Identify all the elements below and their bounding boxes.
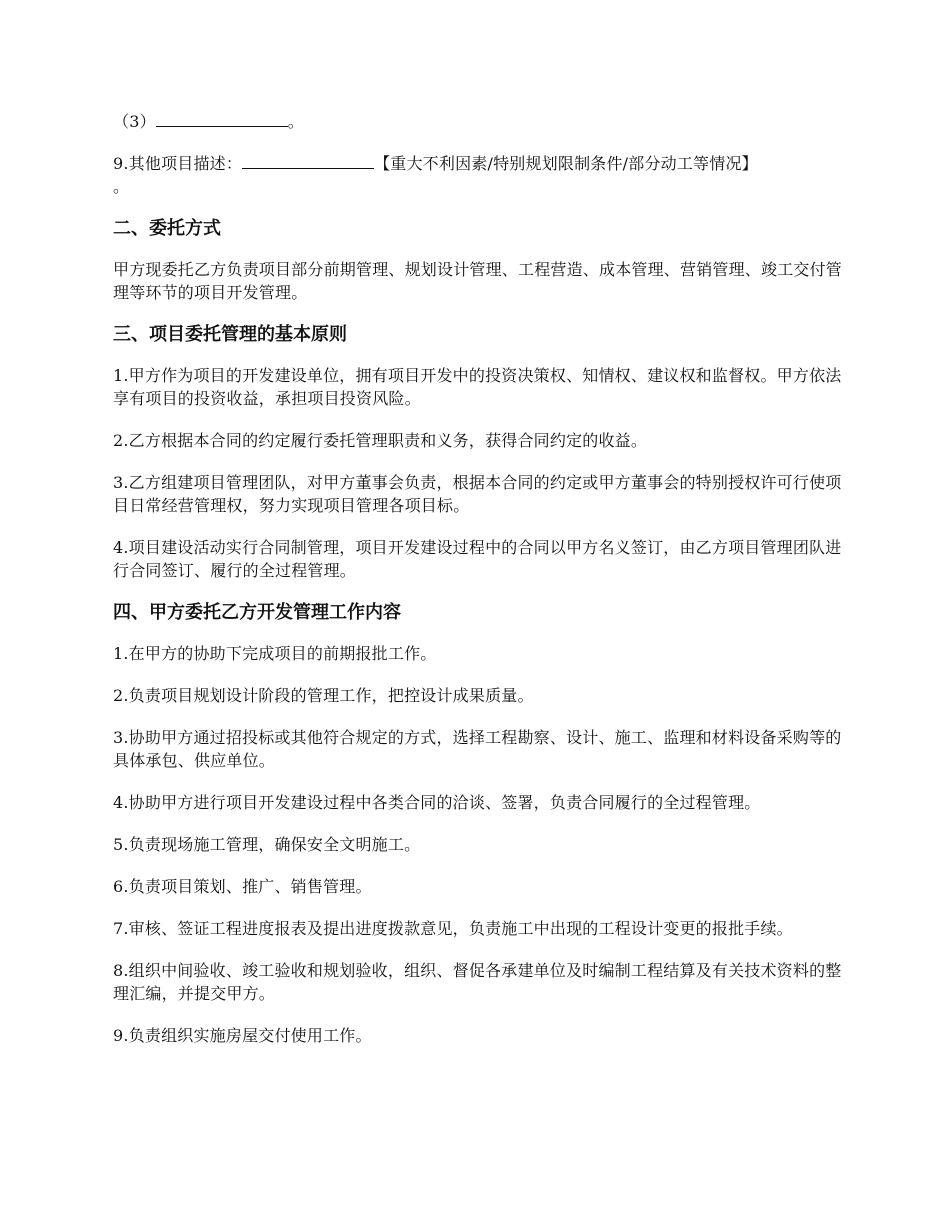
item-9-prefix: 9.其他项目描述： <box>113 154 243 173</box>
paragraph: 9.负责组织实施房屋交付使用工作。 <box>113 1026 372 1045</box>
section-heading-4: 四、甲方委托乙方开发管理工作内容 <box>113 602 401 623</box>
paragraph: 甲方现委托乙方负责项目部分前期管理、规划设计管理、工程营造、成本管理、营销管理、竣工交付管理等环节的项目开发管理。 <box>113 260 843 302</box>
paragraph: 1.甲方作为项目的开发建设单位，拥有项目开发中的投资决策权、知情权、建议权和监督权。甲方依法享有项目的投资收益，承担项目投资风险。 <box>113 366 842 408</box>
item-3-suffix: 。 <box>287 112 304 131</box>
fill-in-blank[interactable] <box>156 112 288 127</box>
paragraph: 6.负责项目策划、推广、销售管理。 <box>113 877 372 896</box>
item-9-tail: 。 <box>113 177 130 196</box>
item-9-line <box>113 152 843 198</box>
paragraph: 8.组织中间验收、竣工验收和规划验收，组织、督促各承建单位及时编制工程结算及有关技术资料的整理汇编，并提交甲方。 <box>113 961 842 1003</box>
paragraph: 2.乙方根据本合同的约定履行委托管理职责和义务，获得合同约定的收益。 <box>113 431 648 450</box>
paragraph: 7.审核、签证工程进度报表及提出进度拨款意见，负责施工中出现的工程设计变更的报批手续。 <box>113 919 793 938</box>
item-9-suffix: 【重大不利因素/特别规划限制条件/部分动工等情况】 <box>374 154 758 173</box>
paragraph: 5.负责现场施工管理，确保安全文明施工。 <box>113 835 421 854</box>
section-heading-2: 二、委托方式 <box>113 218 221 239</box>
paragraph: 1.在甲方的协助下完成项目的前期报批工作。 <box>113 644 437 663</box>
item-3-line <box>113 110 843 133</box>
paragraph: 3.乙方组建项目管理团队，对甲方董事会负责，根据本合同的约定或甲方董事会的特别授权许可行使项目日常经营管理权，努力实现项目管理各项目标。 <box>113 473 842 515</box>
section-heading-3: 三、项目委托管理的基本原则 <box>113 324 347 345</box>
paragraph: 4.项目建设活动实行合同制管理，项目开发建设过程中的合同以甲方名义签订，由乙方项目管理团队进行合同签订、履行的全过程管理。 <box>113 538 842 580</box>
paragraph: 2.负责项目规划设计阶段的管理工作，把控设计成果质量。 <box>113 686 534 705</box>
document-page <box>113 110 843 1066</box>
fill-in-blank[interactable] <box>242 154 374 169</box>
paragraph: 3.协助甲方通过招投标或其他符合规定的方式，选择工程勘察、设计、施工、监理和材料设备采购等的具体承包、供应单位。 <box>113 728 842 770</box>
item-3-prefix: （3） <box>113 112 156 131</box>
paragraph: 4.协助甲方进行项目开发建设过程中各类合同的洽谈、签署，负责合同履行的全过程管理。 <box>113 793 761 812</box>
